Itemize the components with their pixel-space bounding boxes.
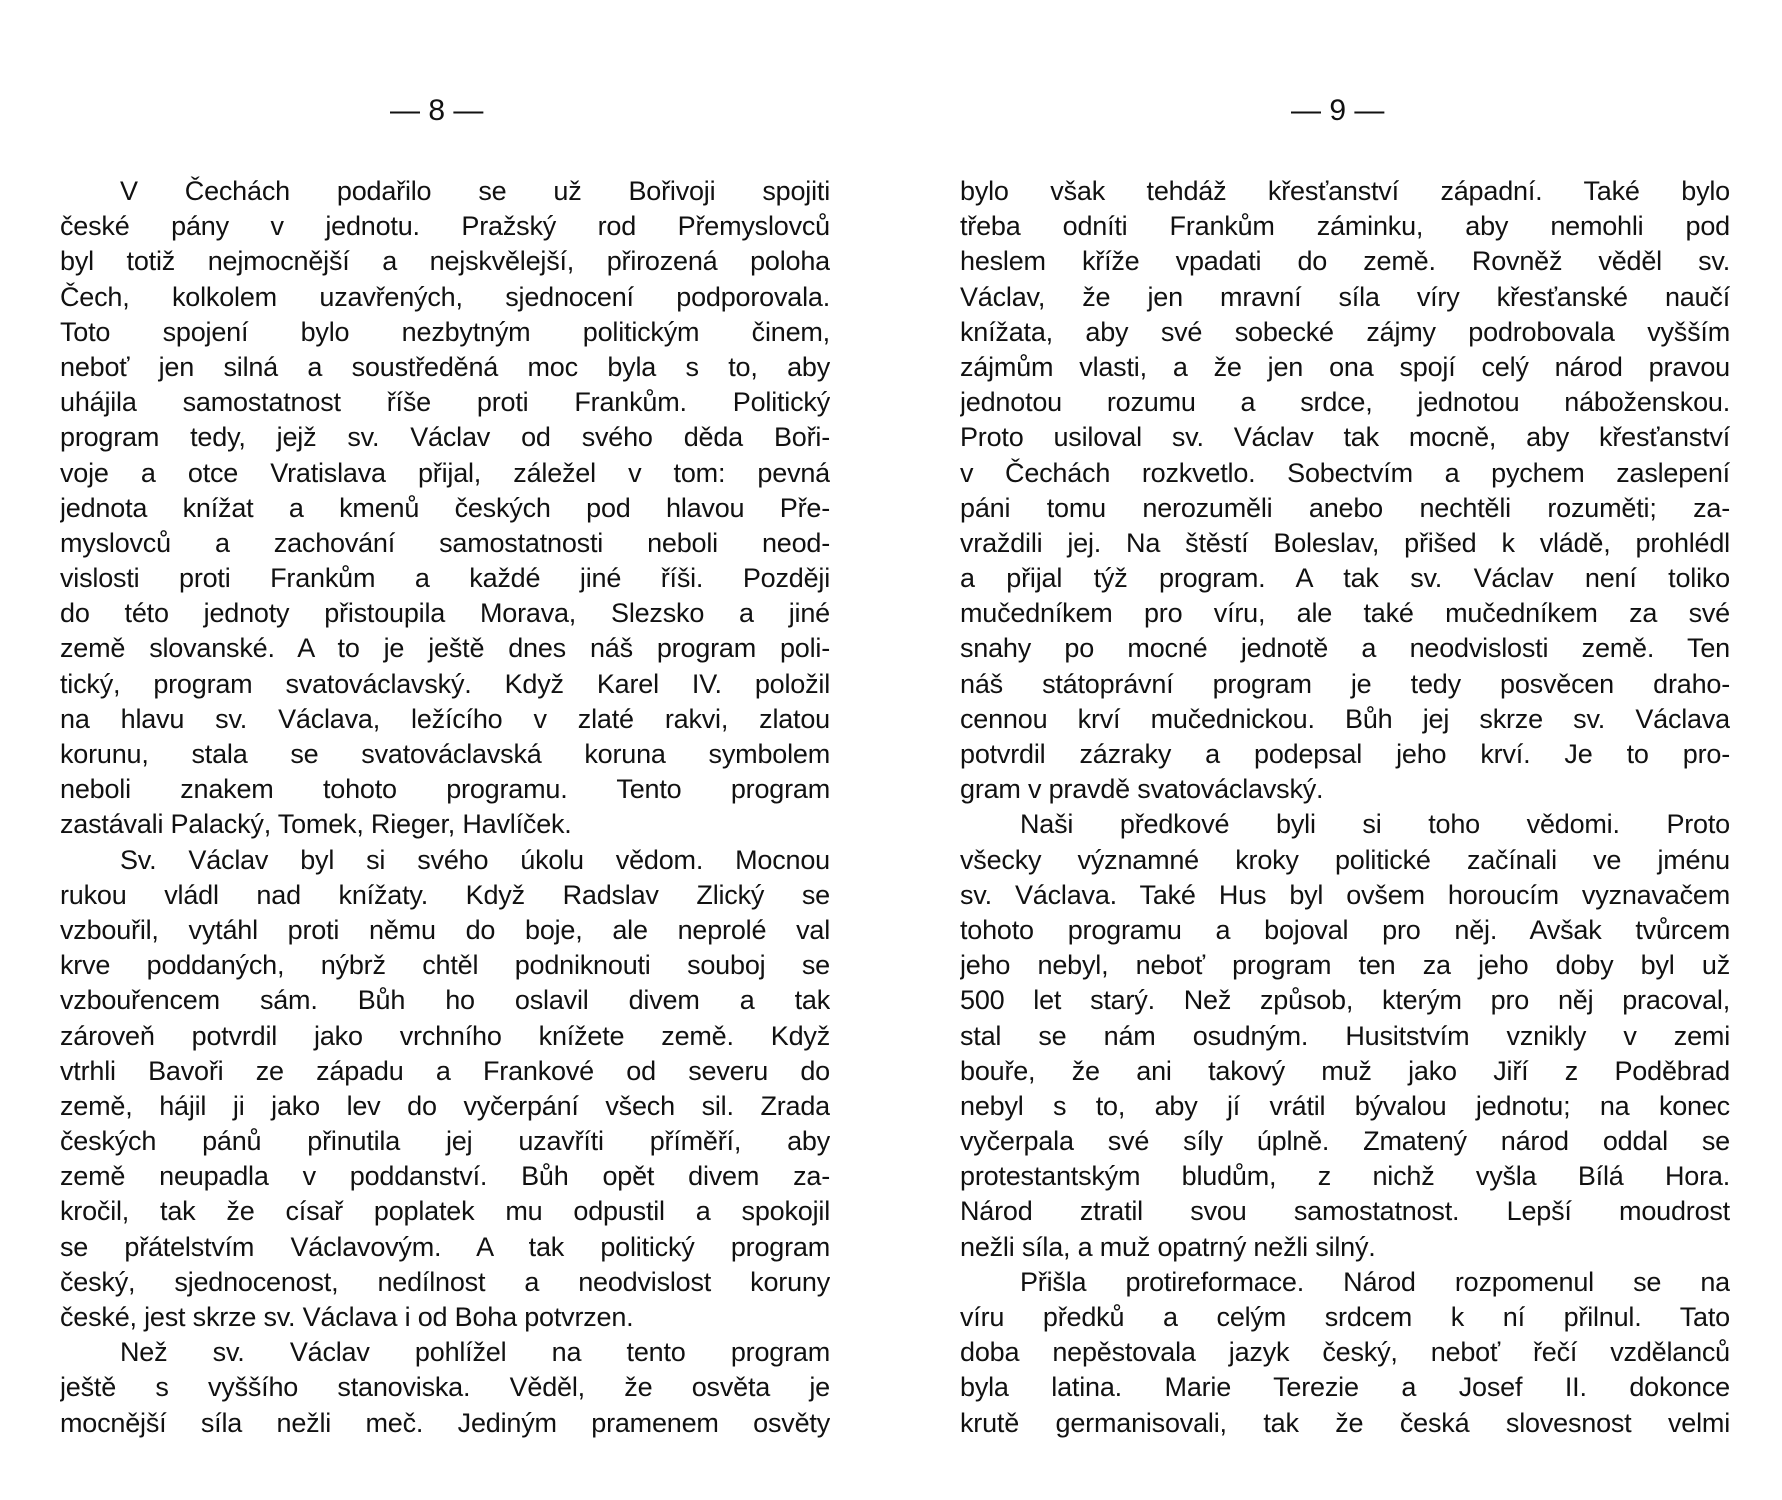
text-line: a přijal týž program. A tak sv. Václav není toliko (960, 563, 1730, 594)
text-line: třeba odníti Frankům záminku, aby nemohli pod (960, 211, 1730, 242)
text-line: mučedníkem pro víru, ale také mučedníkem za své (960, 598, 1730, 629)
text-line: doba nepěstovala jazyk český, neboť řečí vzdělanců (960, 1337, 1730, 1368)
text-line: uhájila samostatnost říše proti Frankům. Politický (60, 387, 830, 418)
text-line: vtrhli Bavoři ze západu a Frankové od severu do (60, 1055, 830, 1086)
text-line: tohoto programu a bojoval pro něj. Avšak tvůrcem (960, 914, 1730, 945)
text-line: rukou vládl nad knížaty. Když Radslav Zlický se (60, 879, 830, 910)
text-line: heslem kříže vpadati do země. Rovněž věděl sv. (960, 246, 1730, 277)
text-line: Sv. Václav byl si svého úkolu vědom. Mocnou (120, 844, 830, 875)
text-line: jednotou rozumu a srdce, jednotou náboženskou. (960, 387, 1730, 418)
text-line: mocnější síla nežli meč. Jediným pramenem osvěty (60, 1407, 830, 1438)
page-text (60, 174, 830, 1441)
text-line: byla latina. Marie Terezie a Josef II. dokonce (960, 1372, 1730, 1403)
text-line: jeho nebyl, neboť program ten za jeho doby byl už (960, 950, 1730, 981)
text-line: Čech, kolkolem uzavřených, sjednocení podporovala. (60, 281, 830, 312)
text-line: vyčerpala své síly úplně. Zmatený národ oddal se (960, 1126, 1730, 1157)
page-number: — 9 — (1291, 94, 1385, 127)
text-line: Přišla protireformace. Národ rozpomenul se na (1020, 1266, 1730, 1297)
text-line: země neupadla v poddanství. Bůh opět divem za- (60, 1161, 830, 1192)
text-line: program tedy, jejž sv. Václav od svého děda Boři- (60, 422, 830, 453)
text-line: byl totiž nejmocnější a nejskvělejší, přirozená poloha (60, 246, 830, 277)
text-line: v Čechách rozkvetlo. Sobectvím a pychem zaslepení (960, 457, 1730, 488)
text-line: na hlavu sv. Václava, ležícího v zlaté rakvi, zlatou (60, 703, 830, 734)
page-text (960, 174, 1730, 1441)
text-line: myslovců a zachování samostatnosti neboli neod- (60, 527, 830, 558)
text-line: neboť jen silná a soustředěná moc byla s to, aby (60, 351, 830, 382)
text-line: Václav, že jen mravní síla víry křesťanské naučí (960, 281, 1730, 312)
text-line: české pány v jednotu. Pražský rod Přemyslovců (60, 211, 830, 242)
text-line: ještě s vyššího stanoviska. Věděl, že osvěta je (60, 1372, 830, 1403)
text-line: náš státoprávní program je tedy posvěcen draho- (960, 668, 1730, 699)
text-line: korunu, stala se svatováclavská koruna symbolem (60, 739, 830, 769)
page-number: — 8 — (390, 94, 484, 127)
text-line: nežli síla, a muž opatrný nežli silný. (960, 1231, 1376, 1262)
text-line: vraždili jej. Na štěstí Boleslav, přišed k vládě, prohlédl (960, 527, 1730, 558)
text-line: zájmům vlasti, a že jen ona spojí celý národ pravou (960, 351, 1730, 382)
text-line: Naši předkové byli si toho vědomi. Proto (1020, 809, 1730, 840)
text-line: do této jednoty přistoupila Morava, Slezsko a jiné (60, 598, 830, 629)
text-line: cennou krví mučednickou. Bůh jej skrze sv. Václava (960, 703, 1730, 734)
text-line: vzbouřil, vytáhl proti němu do boje, ale neprolé val (60, 914, 830, 945)
text-line: V Čechách podařilo se už Bořivoji spojiti (120, 176, 830, 206)
text-line: protestantským bludům, z nichž vyšla Bílá Hora. (960, 1161, 1730, 1192)
text-line: krutě germanisovali, tak že česká slovesnost velmi (960, 1407, 1730, 1438)
text-line: nebyl s to, aby jí vrátil bývalou jednotu; na konec (960, 1090, 1730, 1121)
text-line: české, jest skrze sv. Václava i od Boha potvrzen. (60, 1302, 634, 1332)
text-line: Proto usiloval sv. Václav tak mocně, aby křesťanství (960, 422, 1730, 453)
text-line: 500 let starý. Než způsob, kterým pro něj pracoval, (960, 985, 1730, 1016)
text-line: neboli znakem tohoto programu. Tento program (60, 774, 830, 805)
text-line: zároveň potvrdil jako vrchního knížete země. Když (60, 1020, 830, 1051)
text-line: vzbouřencem sám. Bůh ho oslavil divem a tak (60, 985, 830, 1016)
text-line: všecky významné kroky politické začínali ve jménu (960, 844, 1730, 875)
text-line: českých pánů přinutila jej uzavříti příměří, aby (60, 1126, 830, 1157)
text-line: bouře, že ani takový muž jako Jiří z Poděbrad (960, 1055, 1730, 1086)
text-line: bylo však tehdáž křesťanství západní. Také bylo (960, 176, 1730, 206)
text-line: krve poddaných, nýbrž chtěl podniknouti souboj se (60, 950, 830, 981)
text-line: tický, program svatováclavský. Když Karel IV. položil (60, 668, 830, 699)
text-line: Toto spojení bylo nezbytným politickým činem, (60, 316, 830, 347)
text-line: země slovanské. A to je ještě dnes náš program poli- (60, 633, 830, 664)
text-line: Národ ztratil svou samostatnost. Lepší moudrost (960, 1196, 1730, 1227)
text-line: jednota knížat a kmenů českých pod hlavou Pře- (60, 492, 830, 523)
text-line: voje a otce Vratislava přijal, záležel v tom: pevná (60, 457, 830, 488)
text-line: vislosti proti Frankům a každé jiné říši. Později (60, 563, 830, 594)
text-line: páni tomu nerozuměli anebo nechtěli rozuměti; za- (960, 492, 1730, 523)
text-line: zastávali Palacký, Tomek, Rieger, Havlíček. (60, 809, 572, 840)
text-line: český, sjednocenost, nedílnost a neodvislost koruny (60, 1266, 830, 1297)
text-line: stal se nám osudným. Husitstvím vznikly v zemi (960, 1020, 1730, 1051)
text-line: země, hájil ji jako lev do vyčerpání všech sil. Zrada (60, 1090, 830, 1121)
text-line: snahy po mocné jednotě a neodvislosti země. Ten (960, 633, 1730, 664)
text-line: potvrdil zázraky a podepsal jeho krví. Je to pro- (960, 739, 1730, 769)
text-line: se přátelstvím Václavovým. A tak politický program (60, 1231, 830, 1262)
text-line: víru předků a celým srdcem k ní přilnul. Tato (960, 1302, 1730, 1332)
text-line: Než sv. Václav pohlížel na tento program (120, 1337, 830, 1368)
text-line: knížata, aby své sobecké zájmy podrobovala vyšším (960, 316, 1730, 347)
text-line: gram v pravdě svatováclavský. (960, 774, 1324, 805)
text-line: sv. Václava. Také Hus byl ovšem horoucím vyznavačem (960, 879, 1730, 910)
text-line: kročil, tak že císař poplatek mu odpustil a spokojil (60, 1196, 830, 1227)
